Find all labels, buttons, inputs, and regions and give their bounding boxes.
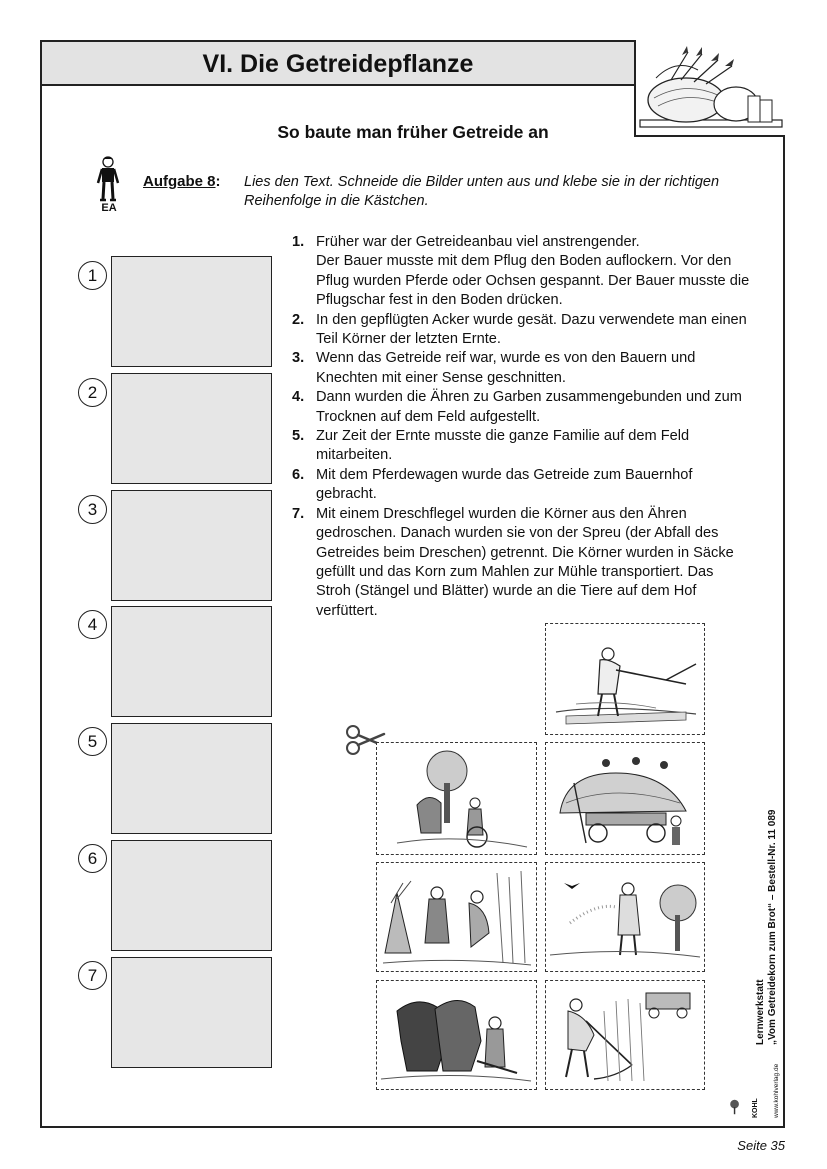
step-item [292,233,752,311]
paste-box-7[interactable] [111,957,272,1068]
task-label-colon: : [215,173,221,190]
cutout-ploughing-pause[interactable] [376,742,537,855]
step-text: Wenn das Getreide reif war, wurde es von den Bauern und Knechten mit einer Sense geschnitten. [316,350,696,386]
slot-number: 3 [78,495,107,524]
step-number: 3. [292,350,305,367]
step-item [292,505,752,621]
step-item [292,311,752,350]
step-number: 4. [292,389,305,406]
cutout-scythe[interactable] [545,980,705,1090]
step-text: Mit dem Pferdewagen wurde das Getreide zum Bauernhof gebracht. [316,466,693,503]
paste-box-6[interactable] [111,840,272,951]
step-number: 1. [292,234,305,250]
cutout-plough-horses[interactable] [376,980,537,1090]
sidebar-title: „Vom Getreidekorn zum Brot“ – Bestell-Nr. 11 089 [767,809,778,1045]
cutout-sowing[interactable] [545,862,705,972]
page-number: Seite 35 [737,1138,785,1153]
steps-list [292,233,752,621]
publisher-name: KOHL [752,1098,759,1118]
slot-number: 7 [78,961,107,990]
publisher-logo [726,1094,746,1120]
ea-badge: EA [101,202,117,214]
step-item [292,427,752,466]
step-text: In den gepflügten Acker wurde gesät. Dazu verwendete man einen Teil Körner der letzten Ernte. [316,311,747,348]
page-title: VI. Die Getreidepflanze [202,50,474,78]
task-label-text: Aufgabe 8 [143,173,216,190]
slot-number: 5 [78,727,107,756]
cutout-threshing[interactable] [545,623,705,735]
paste-box-3[interactable] [111,490,272,601]
step-item [292,388,752,427]
step-number: 5. [292,428,305,445]
slot-number: 6 [78,844,107,873]
step-item [292,466,752,505]
task-instruction: Lies den Text. Schneide die Bilder unten aus und klebe sie in der richtigen Reihenfolge in die Kästchen. [244,174,720,209]
step-text: Dann wurden die Ähren zu Garben zusammengebunden und zum Trocknen auf dem Feld aufgestellt. [316,389,742,425]
paste-box-5[interactable] [111,723,272,834]
publisher-url: www.kohlverlag.de [773,1063,780,1118]
step-text: Früher war der Getreideanbau viel anstrengender. Der Bauer musste mit dem Pflug den Boden auflockern. Vor den Pflug wurden Pferde oder Ochsen gespannt. Der Bauer musste die Pflugschar fest in den Boden drücken. [316,234,750,309]
step-text: Mit einem Dreschflegel wurden die Körner aus den Ähren gedroschen. Danach wurden sie von der Spreu (der Abfall des Getreides beim Dreschen) getrennt. Die Körner wurden in Säcke gefüllt und das Korn zum Mahlen zur Mühle transportiert. Das Stroh (Stängel und Blätter) wurde an die Tiere auf dem Hof verfüttert. [316,505,734,619]
cutout-hay-wagon[interactable] [545,742,705,855]
step-text: Zur Zeit der Ernte musste die ganze Familie auf dem Feld mitarbeiten. [316,428,690,464]
task-label [143,173,221,190]
cutout-sheaves[interactable] [376,862,537,972]
step-number: 6. [292,466,305,483]
paste-box-1[interactable] [111,256,272,367]
slot-number: 2 [78,378,107,407]
child-icon [96,155,120,207]
paste-box-2[interactable] [111,373,272,484]
paste-box-4[interactable] [111,606,272,717]
step-item [292,349,752,388]
section-subtitle: So baute man früher Getreide an [277,122,549,142]
step-number: 7. [292,505,305,522]
sidebar-series: Lernwerkstatt [755,979,766,1045]
bread-illustration [634,40,785,137]
slot-number: 4 [78,610,107,639]
step-number: 2. [292,311,305,328]
slot-number: 1 [78,261,107,290]
